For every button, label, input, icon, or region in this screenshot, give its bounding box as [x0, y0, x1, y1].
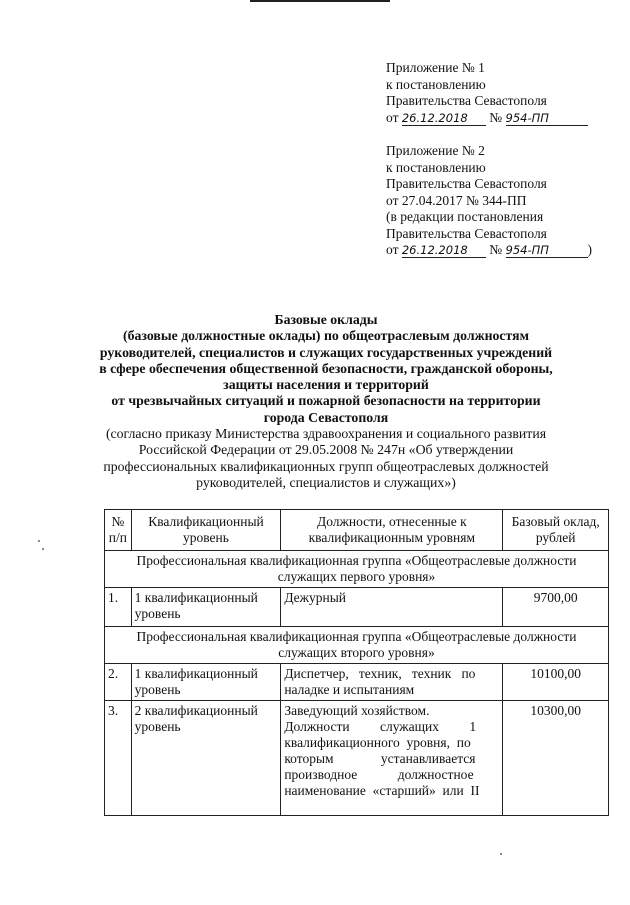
- appendix-2-date-prefix: от: [386, 242, 399, 257]
- salary-cell: 10100,00: [503, 664, 609, 701]
- table-row: [105, 588, 609, 627]
- appendix-2-line3: Правительства Севастополя: [386, 176, 547, 191]
- scan-speck: [500, 853, 502, 855]
- level-text: уровень: [134, 682, 181, 697]
- group-row-second-level: [105, 627, 609, 664]
- header-positions: [281, 510, 503, 551]
- header-text: уровень: [183, 530, 229, 545]
- header-text: квалификационным уровням: [308, 530, 476, 545]
- level-text: 1 квалификационный: [134, 590, 258, 605]
- title-normal-line: (согласно приказу Министерства здравоохранения и социального развития: [105, 426, 547, 442]
- appendix-1-date-prefix: от: [386, 109, 399, 125]
- row-number: 3.: [105, 701, 132, 816]
- title-bold-line: города Севастополя: [263, 409, 389, 425]
- level-text: 1 квалификационный: [134, 666, 258, 681]
- appendix-2-closing-paren: ): [587, 242, 592, 257]
- group-text: служащих первого уровня»: [277, 569, 436, 584]
- title-bold-line: от чрезвычайных ситуаций и пожарной безопасности на территории: [111, 393, 541, 409]
- header-text: п/п: [108, 530, 127, 545]
- appendix-2-number-prefix: №: [489, 242, 503, 257]
- title-bold-line: защиты населения и территорий: [223, 377, 429, 393]
- appendix-1-line2: к постановлению: [386, 76, 486, 92]
- salary-cell: 9700,00: [503, 588, 609, 627]
- positions-text: квалификационного уровня, по: [284, 735, 471, 750]
- appendix-1-handwritten-number: 954-ПП: [506, 112, 588, 126]
- top-border-line: [250, 0, 390, 2]
- group-text: служащих второго уровня»: [278, 645, 435, 660]
- group-text: Профессиональная квалификационная группа «Общеотраслевые должности: [136, 553, 577, 568]
- level-text: 2 квалификационный: [134, 703, 258, 718]
- header-qualification-level: [131, 510, 281, 551]
- appendix-2-header: [386, 143, 592, 259]
- appendix-2-line2: к постановлению: [386, 159, 486, 175]
- appendix-1-date-line: [386, 110, 588, 127]
- appendix-1-header: [386, 60, 588, 126]
- group-row-first-level: [105, 551, 609, 588]
- header-text: Базовый оклад,: [511, 514, 600, 529]
- salary-cell: 10300,00: [503, 701, 609, 816]
- title-bold-line: (базовые должностные оклады) по общеотраслевым должностям: [123, 328, 529, 344]
- positions-cell: [281, 664, 503, 701]
- positions-text: Диспетчер, техник, техник по: [284, 666, 476, 681]
- appendix-1-number-prefix: №: [489, 109, 503, 125]
- positions-text: Должности служащих 1: [284, 719, 477, 734]
- salary-table: [104, 509, 609, 816]
- appendix-2-date-line: [386, 242, 592, 259]
- level-text: уровень: [134, 719, 181, 734]
- title-bold-line: Базовые оклады: [274, 312, 378, 327]
- header-text: Должности, отнесенные к: [317, 514, 467, 529]
- scan-speck: [42, 548, 44, 550]
- title-normal-line: руководителей, специалистов и служащих»): [196, 474, 456, 490]
- header-base-salary: [503, 510, 609, 551]
- appendix-1-line3: Правительства Севастополя: [386, 93, 547, 108]
- row-number: 1.: [105, 588, 132, 627]
- document-title: [40, 312, 612, 491]
- group-text: Профессиональная квалификационная группа «Общеотраслевые должности: [136, 629, 577, 644]
- positions-text: наладке и испытаниям: [284, 682, 415, 697]
- positions-text: Заведующий хозяйством.: [284, 703, 430, 718]
- positions-text: которым устанавливается: [284, 751, 476, 766]
- scan-speck: [38, 540, 40, 542]
- header-text: рублей: [535, 530, 576, 545]
- positions-text: Дежурный: [284, 590, 347, 605]
- appendix-1-title: Приложение № 1: [386, 60, 485, 75]
- table-header-row: [105, 510, 609, 551]
- appendix-1-handwritten-date: 26.12.2018: [402, 112, 486, 126]
- positions-text: наименование «старший» или II: [284, 783, 480, 798]
- appendix-2-handwritten-number: 954-ПП: [506, 244, 588, 258]
- qualification-level-cell: [131, 701, 281, 816]
- appendix-2-line6: Правительства Севастополя: [386, 225, 547, 241]
- header-text: Квалификационный: [148, 514, 264, 529]
- appendix-2-title: Приложение № 2: [386, 143, 485, 158]
- title-bold-line: руководителей, специалистов и служащих государственных учреждений: [99, 344, 553, 360]
- qualification-level-cell: [131, 664, 281, 701]
- appendix-2-line5: (в редакции постановления: [386, 209, 544, 224]
- positions-text: производное должностное: [284, 767, 474, 782]
- qualification-level-cell: [131, 588, 281, 627]
- table-row: [105, 701, 609, 816]
- row-number: 2.: [105, 664, 132, 701]
- table-row: [105, 664, 609, 701]
- appendix-2-handwritten-date: 26.12.2018: [402, 244, 486, 258]
- header-number: [105, 510, 132, 551]
- header-text: №: [111, 514, 125, 529]
- appendix-2-line4: от 27.04.2017 № 344-ПП: [386, 192, 527, 208]
- positions-cell: [281, 588, 503, 627]
- title-bold-line: в сфере обеспечения общественной безопасности, гражданской обороны,: [99, 360, 553, 376]
- group-cell: [105, 551, 609, 588]
- title-normal-line: профессиональных квалификационных групп общеотраслевых должностей: [103, 458, 549, 474]
- title-normal-line: Российской Федерации от 29.05.2008 № 247н «Об утверждении: [138, 442, 514, 458]
- level-text: уровень: [134, 606, 181, 621]
- positions-cell: [281, 701, 503, 816]
- group-cell: [105, 627, 609, 664]
